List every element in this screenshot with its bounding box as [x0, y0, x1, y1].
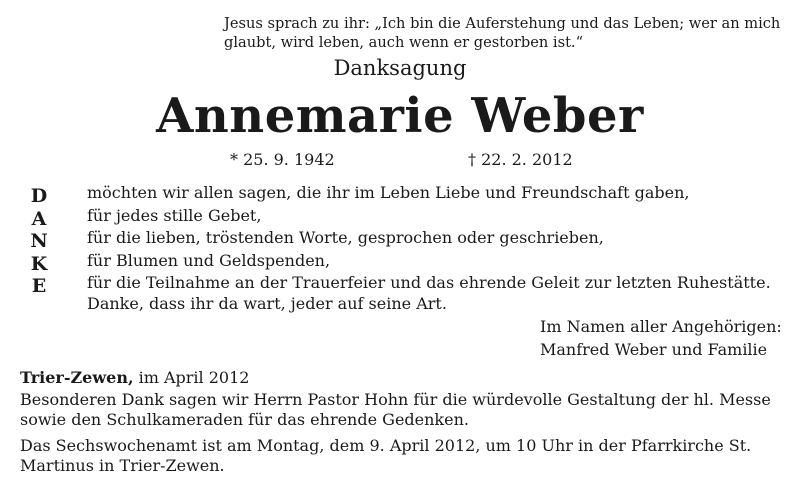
memorial-mass-paragraph: Das Sechswochenamt ist am Montag, dem 9. April 2012, um 10 Uhr in der Pfarrkirche St. Martinus in Trier-Zewen.	[20, 436, 752, 475]
place-date-text: im April 2012	[133, 368, 250, 387]
danke-letter: D	[30, 185, 48, 207]
signature-line-2: Manfred Weber und Familie	[540, 339, 768, 359]
danke-letter: E	[31, 275, 47, 297]
death-date: † 22. 2. 2012	[468, 150, 573, 169]
heading: Danksagung	[333, 56, 467, 80]
thanks-line: für Blumen und Geldspenden,	[87, 250, 331, 270]
thanks-line: für die Teilnahme an der Trauerfeier und das ehrende Geleit zur letzten Ruhestätte.	[87, 273, 771, 292]
signature-block	[540, 316, 782, 361]
danke-vertical-word	[22, 185, 56, 298]
place-city: Trier-Zewen,	[20, 368, 134, 387]
special-thanks-paragraph: Besonderen Dank sagen wir Herrn Pastor Hohn für die würdevolle Gestaltung der hl. Messe sowie den Schulkameraden für das ehrende Gedenken.	[20, 390, 771, 429]
closing-line: Danke, dass ihr da wart, jeder auf seine Art.	[87, 294, 447, 313]
thanks-lines	[87, 182, 787, 295]
danke-letter: K	[30, 252, 48, 275]
thanks-line: für jedes stille Gebet,	[87, 205, 262, 225]
danke-letter: A	[31, 207, 47, 230]
bible-quote: Jesus sprach zu ihr: „Ich bin die Auferstehung und das Leben; wer an mich glaubt, wird leben, auch wenn er gestorben ist.“	[224, 15, 781, 51]
danke-letter: N	[30, 230, 48, 252]
thanks-line: für die lieben, tröstenden Worte, gesprochen oder geschrieben,	[87, 228, 604, 247]
thanks-line: möchten wir allen sagen, die ihr im Leben Liebe und Freundschaft gaben,	[87, 183, 690, 202]
deceased-name: Annemarie Weber	[156, 88, 644, 144]
birth-date: * 25. 9. 1942	[230, 150, 335, 169]
signature-line-1: Im Namen aller Angehörigen:	[540, 317, 782, 336]
place-date	[20, 368, 249, 387]
